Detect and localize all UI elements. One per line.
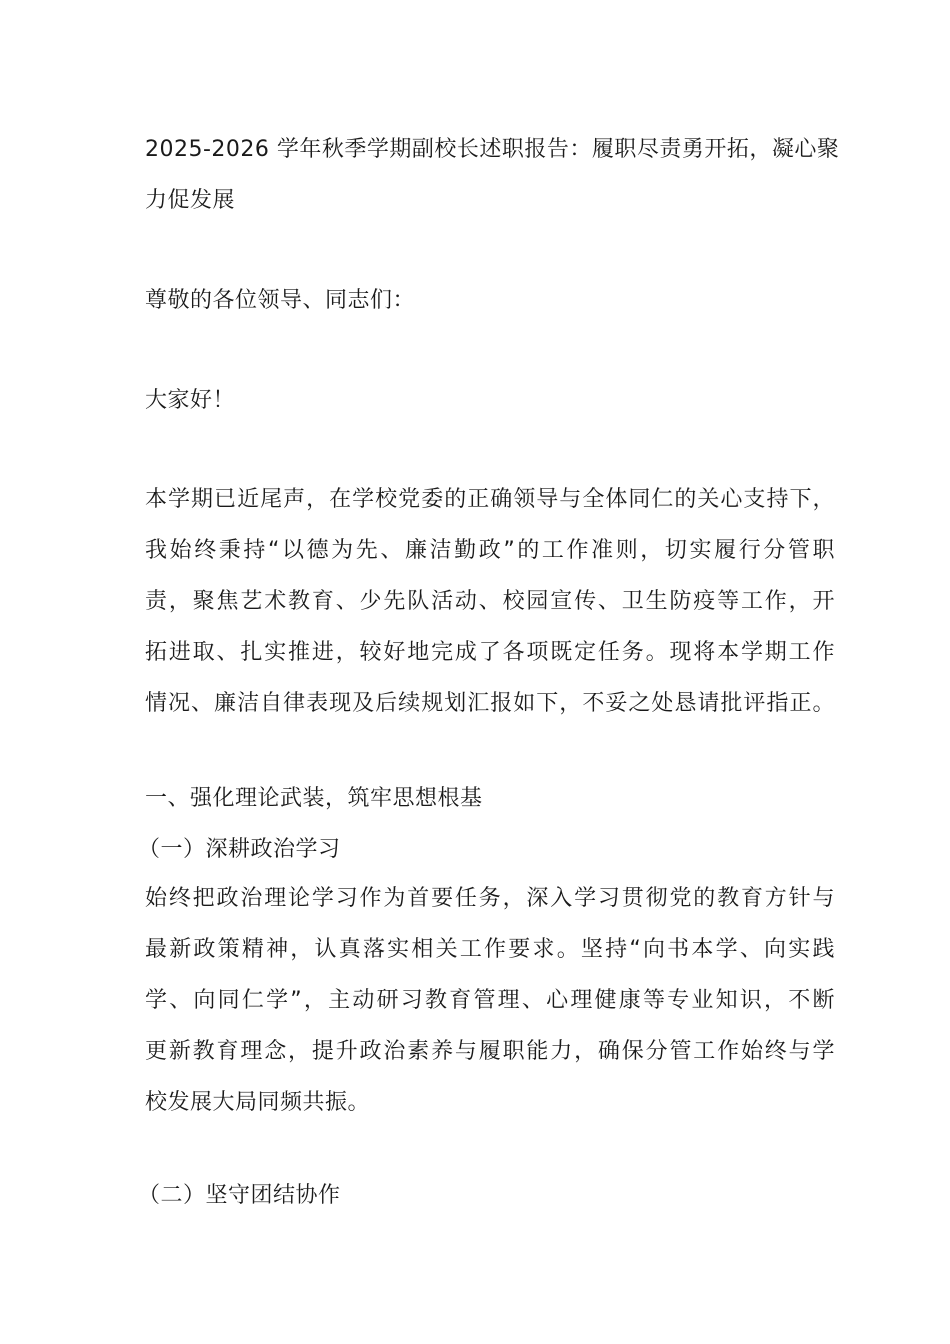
subsection-heading — [138, 1170, 828, 1221]
salutation-text: 尊敬的各位领导、同志们： — [145, 288, 416, 313]
paragraph-line: 责，聚焦艺术教育、少先队活动、校园宣传、卫生防疫等工作，开 — [145, 589, 835, 614]
title-line: 2025-2026 学年秋季学期副校长述职报告：履职尽责勇开拓，凝心聚 — [145, 137, 840, 162]
paragraph-line: 本学期已近尾声，在学校党委的正确领导与全体同仁的关心支持下， — [145, 487, 835, 512]
paragraph-line: 学、向同仁学”，主动研习教育管理、心理健康等专业知识，不断 — [145, 988, 835, 1013]
subsection-heading-text: （二）坚守团结协作 — [138, 1183, 341, 1208]
document-title — [145, 124, 840, 226]
salutation — [145, 275, 835, 326]
paragraph-line: 我始终秉持“以德为先、廉洁勤政”的工作准则，切实履行分管职 — [145, 538, 835, 563]
paragraph-line: 情况、廉洁自律表现及后续规划汇报如下，不妥之处恳请批评指正。 — [145, 691, 835, 716]
greeting — [145, 375, 835, 426]
subsection-heading-text: （一）深耕政治学习 — [138, 837, 341, 862]
intro-paragraph — [145, 474, 835, 729]
paragraph-line: 更新教育理念，提升政治素养与履职能力，确保分管工作始终与学 — [145, 1039, 835, 1064]
title-line: 力促发展 — [145, 188, 236, 213]
greeting-text: 大家好！ — [145, 388, 236, 413]
subsection-paragraph — [145, 873, 835, 1128]
subsection-heading — [138, 824, 828, 875]
section-heading — [145, 774, 835, 823]
paragraph-line: 始终把政治理论学习作为首要任务，深入学习贯彻党的教育方针与 — [145, 886, 835, 911]
section-heading-text: 一、强化理论武装，筑牢思想根基 — [145, 786, 483, 811]
paragraph-line: 最新政策精神，认真落实相关工作要求。坚持“向书本学、向实践 — [145, 937, 835, 962]
paragraph-line: 拓进取、扎实推进，较好地完成了各项既定任务。现将本学期工作 — [145, 640, 835, 665]
paragraph-line: 校发展大局同频共振。 — [145, 1090, 371, 1115]
